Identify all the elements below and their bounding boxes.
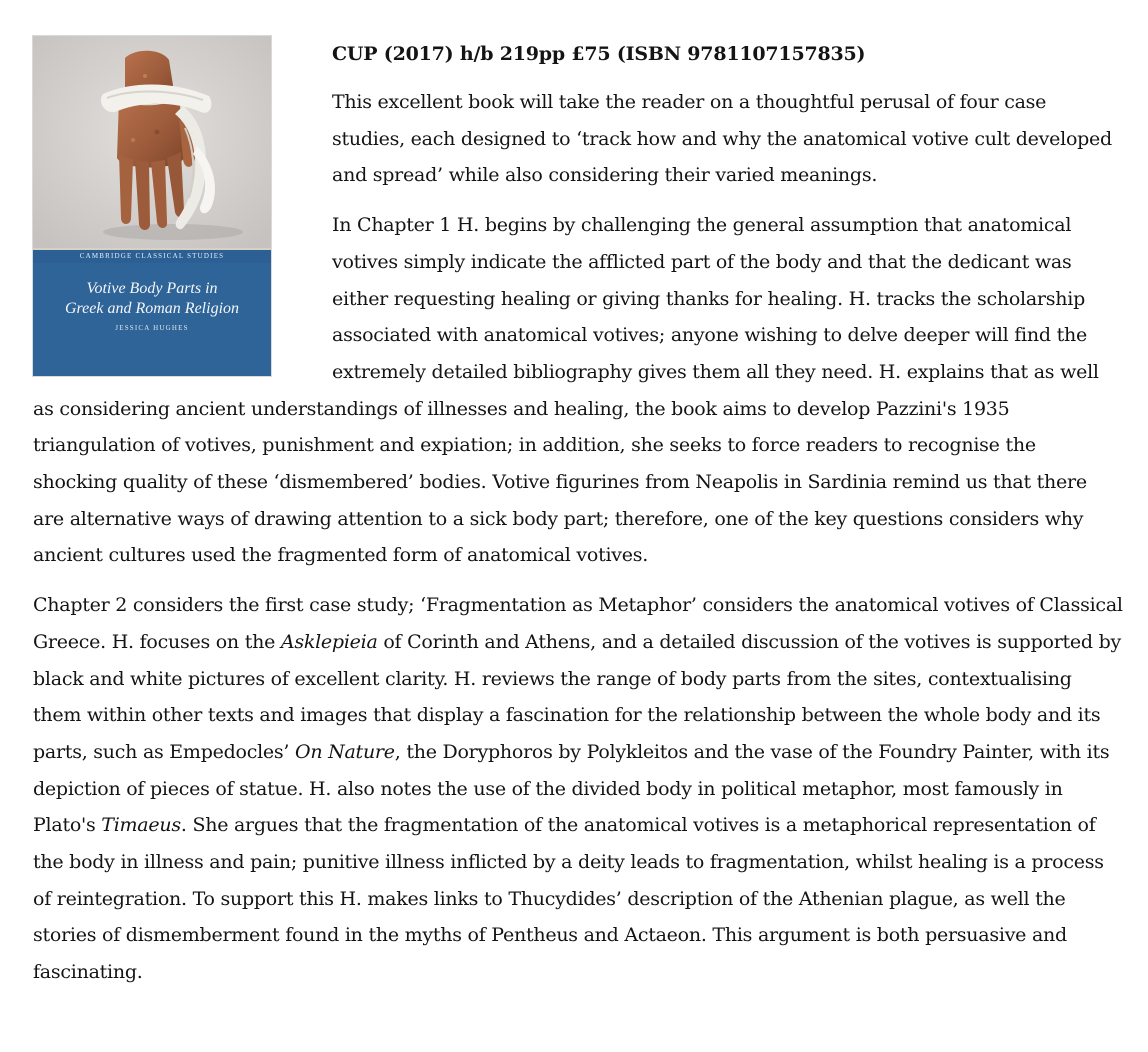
review-paragraph-3 [33,587,1123,991]
on-nature-emphasis: On Nature [295,740,395,763]
review-paragraph-1: This excellent book will take the reader on a thoughtful perusal of four case studies, each designed to ‘track how and why the anatomical votive cult developed and spread’ while also considering their varied meanings. [332,91,1112,187]
cover-photo-votive-hand [33,36,271,248]
votive-hand-illustration [33,36,271,248]
bibliographic-details: CUP (2017) h/b 219pp £75 (ISBN 9781107157835) [332,43,866,65]
paragraph-3-text-c: , the Doryphoros by Polykleitos and the vase of the Foundry Painter, with its depiction of pieces of statue. H. also notes the use of the divided body in political metaphor, most famously in Plato's [33,740,1110,837]
book-cover-image [33,36,271,376]
cover-series-band: CAMBRIDGE CLASSICAL STUDIES [33,248,271,263]
paragraph-3-text-b: of Corinth and Athens, and a detailed discussion of the votives is supported by black and white pictures of excellent clarity. H. reviews the range of body parts from the sites, contextualising them within other texts and images that display a fascination for the relationship between the whole body and its parts, such as Empedocles’ [33,630,1122,763]
cover-author: JESSICA HUGHES [115,324,189,332]
asklepieia-emphasis: Asklepieia [280,630,378,653]
review-article [33,36,1123,1004]
timaeus-emphasis: Timaeus [101,814,181,837]
cover-title-line-1: Votive Body Parts in [86,280,218,297]
review-paragraph-2: In Chapter 1 H. begins by challenging the general assumption that anatomical votives simply indicate the afflicted part of the body and that the dedicant was either requesting healing or giving thanks for healing. H. tracks the scholarship associated with anatomical votives; anyone wishing to delve deeper will find the extremely detailed bibliography gives them all they need. H. explains that as well as considering ancient understandings of illnesses and healing, the book aims to develop Pazzini's 1935 triangulation of votives, punishment and expiation; in addition, she seeks to force readers to recognise the shocking quality of these ‘dismembered’ bodies. Votive figurines from Neapolis in Sardinia remind us that there are alternative ways of drawing attention to a sick body part; therefore, one of the key questions considers why ancient cultures used the fragmented form of anatomical votives. [33,214,1099,567]
paragraph-3-text-a: Chapter 2 considers the first case study; ‘Fragmentation as Metaphor’ considers the anatomical votives of Classical Greece. H. focuses on the [33,594,1123,653]
cover-title [33,279,271,319]
cover-title-line-2: Greek and Roman Religion [64,300,240,317]
cover-title-panel [33,263,271,376]
paragraph-3-text-d: . She argues that the fragmentation of the anatomical votives is a metaphorical representation of the body in illness and pain; punitive illness inflicted by a deity leads to fragmentation, whilst healing is a process of reintegration. To support this H. makes links to Thucydides’ description of the Athenian plague, as well the stories of dismemberment found in the myths of Pentheus and Actaeon. This argument is both persuasive and fascinating. [33,814,1104,984]
